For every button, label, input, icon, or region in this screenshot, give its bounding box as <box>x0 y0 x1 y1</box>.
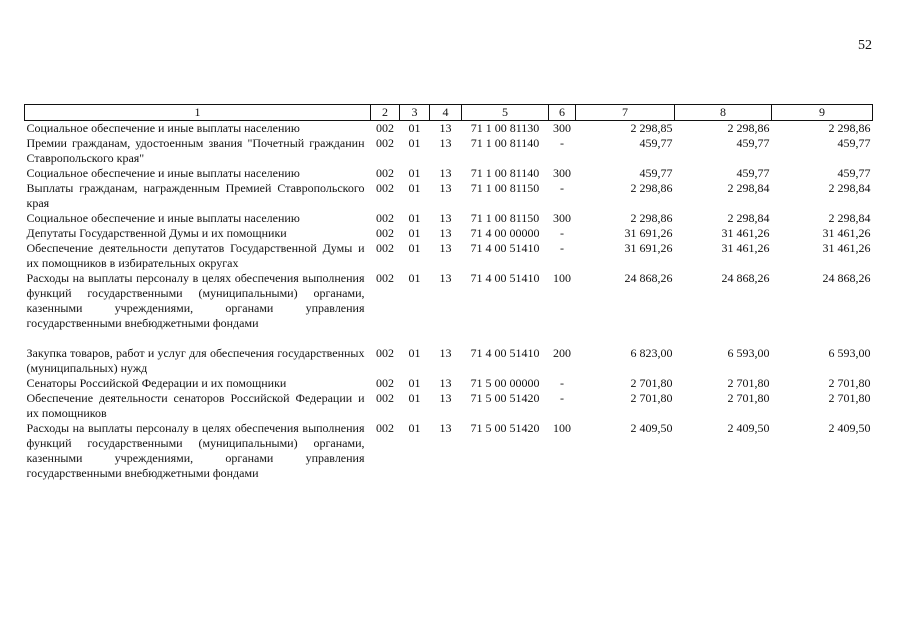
row-name: Премии гражданам, удостоенным звания "Почетный гражданин Ставропольского края" <box>26 136 365 165</box>
row-amount-col7: 31 691,26 <box>624 241 673 255</box>
row-amount-col7: 31 691,26 <box>624 226 673 240</box>
table-row <box>25 421 873 481</box>
row-amount-col7: 2 701,80 <box>630 376 673 390</box>
row-amount-col8: 2 701,80 <box>727 376 770 390</box>
row-amount-col7: 2 701,80 <box>630 391 673 405</box>
row-code-target: 71 1 00 81140 <box>470 166 540 180</box>
row-code-section: 01 <box>408 136 421 150</box>
row-amount-col8: 24 868,26 <box>721 271 770 285</box>
row-amount-col7: 459,77 <box>639 166 673 180</box>
row-code-expense-type: - <box>560 226 564 240</box>
row-name: Расходы на выплаты персоналу в целях обеспечения выполнения функций государственными (муниципальными) органами, казенными учреждениями, органами управления государственными внебюджетными фондами <box>26 271 365 330</box>
row-code-subsection: 13 <box>439 376 452 390</box>
row-code-expense-type: - <box>560 181 564 195</box>
row-amount-col7: 459,77 <box>639 136 673 150</box>
row-code-expense-type: 300 <box>553 166 571 180</box>
row-code-expense-type: - <box>560 136 564 150</box>
row-amount-col7: 2 298,86 <box>630 181 673 195</box>
row-code-expense-type: - <box>560 241 564 255</box>
row-code-subsection: 13 <box>439 226 452 240</box>
row-code-target: 71 4 00 00000 <box>470 226 540 240</box>
row-name: Социальное обеспечение и иные выплаты населению <box>26 166 300 180</box>
row-amount-col8: 459,77 <box>736 136 770 150</box>
row-name: Обеспечение деятельности сенаторов Российской Федерации и их помощников <box>26 391 365 420</box>
table-row <box>25 226 873 241</box>
row-code-section: 01 <box>408 346 421 360</box>
row-amount-col9: 2 701,80 <box>828 391 871 405</box>
column-header: 1 <box>25 105 371 121</box>
budget-table <box>24 104 873 481</box>
page-number: 52 <box>858 38 872 53</box>
column-header: 6 <box>549 105 576 121</box>
row-name: Выплаты гражданам, награжденным Премией Ставропольского края <box>26 181 365 210</box>
column-header: 9 <box>772 105 873 121</box>
row-amount-col8: 31 461,26 <box>721 226 770 240</box>
row-code-section: 01 <box>408 166 421 180</box>
row-code-section: 01 <box>408 211 421 225</box>
row-code-ministry: 002 <box>376 376 394 390</box>
row-amount-col9: 2 298,84 <box>828 211 871 225</box>
row-code-ministry: 002 <box>376 241 394 255</box>
row-code-section: 01 <box>408 226 421 240</box>
row-code-target: 71 1 00 81150 <box>470 211 540 225</box>
column-header: 4 <box>430 105 462 121</box>
row-code-subsection: 13 <box>439 121 452 135</box>
row-code-ministry: 002 <box>376 346 394 360</box>
row-name: Закупка товаров, работ и услуг для обеспечения государственных (муниципальных) нужд <box>26 346 365 375</box>
row-amount-col9: 2 298,84 <box>828 181 871 195</box>
row-amount-col8: 459,77 <box>736 166 770 180</box>
row-code-section: 01 <box>408 271 421 285</box>
row-code-subsection: 13 <box>439 136 452 150</box>
table-row <box>25 211 873 226</box>
column-header: 3 <box>400 105 430 121</box>
row-code-subsection: 13 <box>439 181 452 195</box>
row-code-section: 01 <box>408 241 421 255</box>
column-header: 2 <box>371 105 400 121</box>
row-amount-col9: 459,77 <box>837 166 871 180</box>
table-header-row <box>25 105 873 121</box>
row-code-target: 71 5 00 00000 <box>470 376 540 390</box>
row-code-expense-type: 300 <box>553 211 571 225</box>
table-row <box>25 136 873 166</box>
row-code-target: 71 4 00 51410 <box>470 271 540 285</box>
row-amount-col7: 2 298,85 <box>630 121 673 135</box>
row-amount-col7: 6 823,00 <box>630 346 673 360</box>
row-code-target: 71 4 00 51410 <box>470 241 540 255</box>
column-header: 7 <box>576 105 675 121</box>
row-code-target: 71 1 00 81150 <box>470 181 540 195</box>
row-code-ministry: 002 <box>376 421 394 435</box>
row-code-section: 01 <box>408 421 421 435</box>
row-code-subsection: 13 <box>439 391 452 405</box>
row-code-ministry: 002 <box>376 211 394 225</box>
row-amount-col8: 6 593,00 <box>727 346 770 360</box>
row-code-subsection: 13 <box>439 211 452 225</box>
row-code-target: 71 5 00 51420 <box>470 421 540 435</box>
row-code-ministry: 002 <box>376 181 394 195</box>
row-name: Социальное обеспечение и иные выплаты населению <box>26 211 300 225</box>
row-amount-col8: 31 461,26 <box>721 241 770 255</box>
row-code-subsection: 13 <box>439 271 452 285</box>
table-body <box>25 121 873 482</box>
row-amount-col9: 2 298,86 <box>828 121 871 135</box>
row-amount-col7: 2 298,86 <box>630 211 673 225</box>
row-amount-col9: 31 461,26 <box>822 226 871 240</box>
column-header: 8 <box>675 105 772 121</box>
row-name: Депутаты Государственной Думы и их помощники <box>26 226 287 240</box>
row-amount-col9: 6 593,00 <box>828 346 871 360</box>
row-name: Расходы на выплаты персоналу в целях обеспечения выполнения функций государственными (муниципальными) органами, казенными учреждениями, органами управления государственными внебюджетными фондами <box>26 421 365 480</box>
row-code-target: 71 5 00 51420 <box>470 391 540 405</box>
row-code-ministry: 002 <box>376 136 394 150</box>
row-amount-col9: 2 701,80 <box>828 376 871 390</box>
table-row <box>25 181 873 211</box>
row-amount-col8: 2 701,80 <box>727 391 770 405</box>
row-amount-col8: 2 409,50 <box>727 421 770 435</box>
row-code-subsection: 13 <box>439 166 452 180</box>
table-row <box>25 241 873 271</box>
table-row <box>25 121 873 137</box>
row-amount-col7: 2 409,50 <box>630 421 673 435</box>
table-row <box>25 166 873 181</box>
row-code-ministry: 002 <box>376 391 394 405</box>
row-code-section: 01 <box>408 376 421 390</box>
row-code-ministry: 002 <box>376 271 394 285</box>
row-code-target: 71 1 00 81130 <box>470 121 540 135</box>
row-code-expense-type: 100 <box>553 421 571 435</box>
row-amount-col8: 2 298,84 <box>727 181 770 195</box>
row-amount-col9: 31 461,26 <box>822 241 871 255</box>
row-code-target: 71 4 00 51410 <box>470 346 540 360</box>
row-name: Обеспечение деятельности депутатов Государственной Думы и их помощников в избирательных округах <box>26 241 365 270</box>
row-code-target: 71 1 00 81140 <box>470 136 540 150</box>
row-amount-col9: 459,77 <box>837 136 871 150</box>
row-code-expense-type: - <box>560 376 564 390</box>
table-row <box>25 376 873 391</box>
row-code-section: 01 <box>408 121 421 135</box>
row-name: Сенаторы Российской Федерации и их помощники <box>26 376 287 390</box>
column-header: 5 <box>462 105 549 121</box>
row-amount-col8: 2 298,84 <box>727 211 770 225</box>
row-code-subsection: 13 <box>439 421 452 435</box>
row-amount-col9: 2 409,50 <box>828 421 871 435</box>
table-row <box>25 271 873 331</box>
row-code-expense-type: 200 <box>553 346 571 360</box>
row-amount-col7: 24 868,26 <box>624 271 673 285</box>
row-amount-col8: 2 298,86 <box>727 121 770 135</box>
row-code-ministry: 002 <box>376 226 394 240</box>
row-code-section: 01 <box>408 181 421 195</box>
row-code-expense-type: 100 <box>553 271 571 285</box>
row-code-subsection: 13 <box>439 241 452 255</box>
row-code-expense-type: - <box>560 391 564 405</box>
row-name: Социальное обеспечение и иные выплаты населению <box>26 121 300 135</box>
row-code-ministry: 002 <box>376 121 394 135</box>
row-code-subsection: 13 <box>439 346 452 360</box>
row-code-ministry: 002 <box>376 166 394 180</box>
table-row <box>25 391 873 421</box>
row-code-section: 01 <box>408 391 421 405</box>
row-amount-col9: 24 868,26 <box>822 271 871 285</box>
row-code-expense-type: 300 <box>553 121 571 135</box>
table-row <box>25 331 873 376</box>
